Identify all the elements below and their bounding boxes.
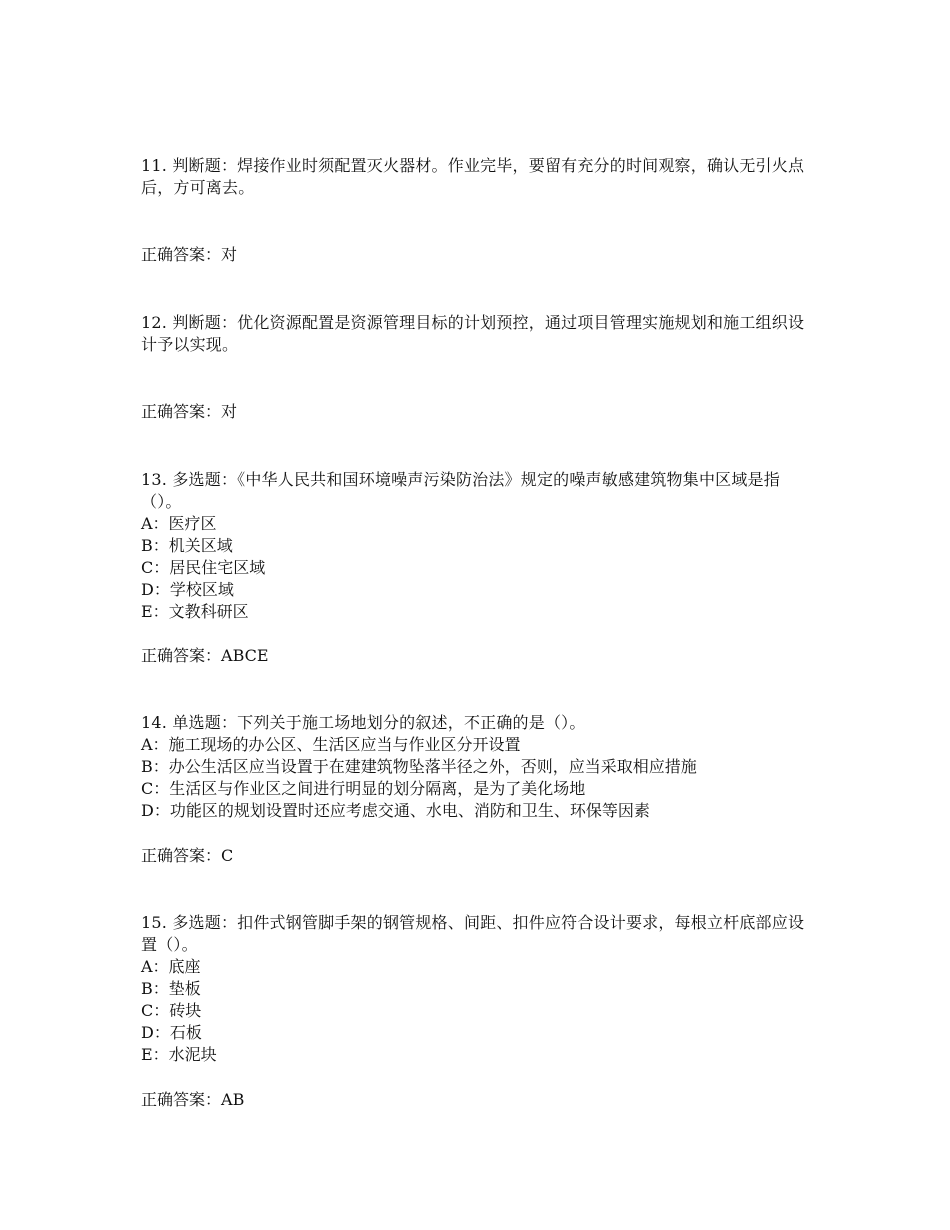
option-b: B：办公生活区应当设置于在建建筑物坠落半径之外，否则，应当采取相应措施: [141, 757, 697, 776]
question-13: [141, 469, 811, 667]
answer-value: C: [221, 846, 234, 865]
option-e: E：水泥块: [141, 1045, 217, 1064]
option-c: C：生活区与作业区之间进行明显的划分隔离，是为了美化场地: [141, 779, 586, 798]
correct-answer: [141, 401, 811, 423]
question-text: [141, 155, 811, 199]
question-text: [141, 469, 811, 513]
answer-value: ABCE: [221, 646, 269, 665]
question-body: 下列关于施工场地划分的叙述，不正确的是（）。: [237, 713, 586, 732]
question-body: 优化资源配置是资源管理目标的计划预控，通过项目管理实施规划和施工组织设计予以实现。: [141, 313, 805, 354]
option-e: E：文教科研区: [141, 602, 249, 621]
option-d: D：石板: [141, 1023, 202, 1042]
question-number: 11.: [141, 156, 168, 175]
question-type: 判断题：: [172, 156, 238, 175]
correct-answer: [141, 845, 811, 867]
option-d: D：学校区域: [141, 580, 234, 599]
answer-value: 对: [221, 402, 238, 421]
question-type: 多选题：: [172, 913, 238, 932]
answer-label: 正确答案：: [141, 846, 222, 865]
correct-answer: [141, 244, 811, 266]
option-b: B：垫板: [141, 979, 201, 998]
question-11: [141, 155, 811, 266]
question-12: [141, 312, 811, 423]
question-type: 单选题：: [172, 713, 238, 732]
answer-value: 对: [221, 245, 238, 264]
correct-answer: [141, 645, 811, 667]
option-b: B：机关区域: [141, 536, 233, 555]
option-a: A：施工现场的办公区、生活区应当与作业区分开设置: [141, 735, 521, 754]
question-text: [141, 312, 811, 356]
question-text: [141, 912, 811, 956]
question-number: 14.: [141, 713, 168, 732]
answer-value: AB: [221, 1090, 245, 1109]
answer-label: 正确答案：: [141, 646, 222, 665]
question-15: [141, 912, 811, 1111]
option-c: C：居民住宅区域: [141, 558, 266, 577]
answer-label: 正确答案：: [141, 245, 222, 264]
question-text: [141, 712, 811, 734]
question-14: [141, 712, 811, 867]
question-body: 扣件式钢管脚手架的钢管规格、间距、扣件应符合设计要求，每根立杆底部应设置（）。: [141, 913, 805, 954]
answer-label: 正确答案：: [141, 1090, 222, 1109]
option-a: A：医疗区: [141, 514, 217, 533]
answer-label: 正确答案：: [141, 402, 222, 421]
question-list: [141, 155, 811, 1111]
question-type: 判断题：: [172, 313, 238, 332]
question-body: 《中华人民共和国环境噪声污染防治法》规定的噪声敏感建筑物集中区域是指（）。: [141, 470, 780, 511]
option-c: C：砖块: [141, 1001, 202, 1020]
correct-answer: [141, 1089, 811, 1111]
option-a: A：底座: [141, 957, 201, 976]
question-number: 15.: [141, 913, 168, 932]
question-type: 多选题：: [172, 470, 238, 489]
option-d: D：功能区的规划设置时还应考虑交通、水电、消防和卫生、环保等因素: [141, 801, 650, 820]
question-number: 13.: [141, 470, 168, 489]
question-body: 焊接作业时须配置灭火器材。作业完毕，要留有充分的时间观察，确认无引火点后，方可离去。: [141, 156, 805, 197]
question-number: 12.: [141, 313, 168, 332]
